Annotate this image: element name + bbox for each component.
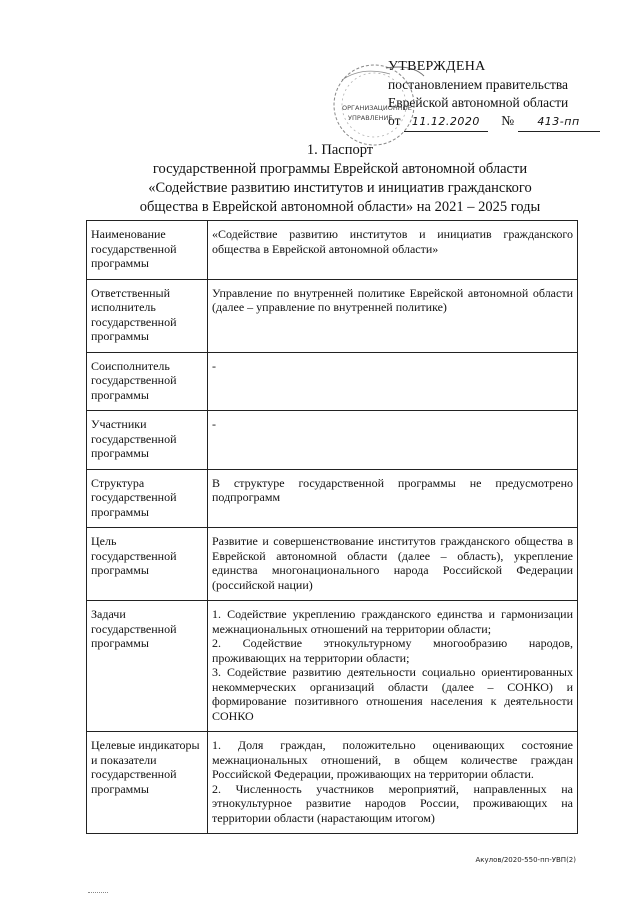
passport-table xyxy=(86,220,578,834)
row-value xyxy=(208,601,578,732)
approval-number-label: № xyxy=(501,113,515,128)
row-label: Участники государственной программы xyxy=(87,411,208,470)
approval-title: УТВЕРЖДЕНА xyxy=(388,59,486,74)
table-row xyxy=(87,352,578,411)
document-footer-code: Акулов/2020-550-пп-УВП(2) xyxy=(475,856,576,864)
table-row xyxy=(87,221,578,280)
row-value xyxy=(208,411,578,470)
row-value-paragraph: 2. Численность участников мероприятий, направленных на этнокультурное развитие народов России, проживающих на территории области (нарастающим итогом) xyxy=(212,781,573,825)
row-label: Ответственный исполнитель государственной программы xyxy=(87,279,208,352)
row-label: Цель государственной программы xyxy=(87,528,208,601)
row-value-paragraph: В структуре государственной программы не предусмотрено подпрограмм xyxy=(212,475,573,504)
approval-number: 413-пп xyxy=(518,113,600,132)
document-heading xyxy=(40,141,640,217)
row-value xyxy=(208,279,578,352)
row-value-paragraph: Развитие и совершенствование институтов гражданского общества в Еврейской автономной области (далее – область), укрепление единства многонационального народа Российской Федерации (российской нации) xyxy=(212,534,573,592)
stamp-text-2: УПРАВЛЕНИЕ xyxy=(348,114,393,122)
stamp-text-1: ОРГАНИЗАЦИОННОЕ xyxy=(342,104,412,112)
row-value-paragraph: 1. Содействие укреплению гражданского единства и гармонизации межнациональных отношений на территории области; xyxy=(212,607,573,636)
row-value-paragraph: Управление по внутренней политике Еврейской автономной области (далее – управление по внутренней политике) xyxy=(212,285,573,314)
table-row xyxy=(87,411,578,470)
row-value xyxy=(208,221,578,280)
row-label: Целевые индикаторы и показатели государственной программы xyxy=(87,732,208,834)
row-label: Соисполнитель государственной программы xyxy=(87,352,208,411)
heading-line-2: государственной программы Еврейской автономной области xyxy=(152,161,528,177)
row-value-paragraph: 2. Содействие этнокультурному многообразию народов, проживающих на территории области; xyxy=(212,636,573,665)
heading-line-4: общества в Еврейской автономной области» на 2021 – 2025 годы xyxy=(139,199,541,215)
table-row xyxy=(87,528,578,601)
heading-line-3: «Содействие развитию институтов и инициатив гражданского xyxy=(148,180,532,196)
row-label: Структура государственной программы xyxy=(87,469,208,528)
row-value-paragraph: 1. Доля граждан, положительно оценивающих состояние межнациональных отношений, в общем количестве граждан Российской Федерации, проживающих на территории области. xyxy=(212,738,573,781)
approval-line-2: Еврейской автономной области xyxy=(388,95,569,110)
row-label: Задачи государственной программы xyxy=(87,601,208,732)
approval-date: 11.12.2020 xyxy=(404,113,488,132)
row-value xyxy=(208,352,578,411)
row-value-paragraph: - xyxy=(212,358,216,373)
official-stamp-icon xyxy=(312,60,432,150)
table-row xyxy=(87,279,578,352)
row-value-paragraph: «Содействие развитию институтов и инициатив гражданского общества в Еврейской автономной области» xyxy=(212,227,573,256)
row-value xyxy=(208,732,578,834)
row-value-paragraph: 3. Содействие развитию деятельности социально ориентированных некоммерческих организаций области (далее – СОНКО) и формирование позитивного отношения населения к деятельности СОНКО xyxy=(212,665,573,723)
table-row xyxy=(87,601,578,732)
heading-line-1: 1. Паспорт xyxy=(306,142,374,158)
approval-line-1: постановлением правительства xyxy=(388,77,569,92)
row-value xyxy=(208,528,578,601)
table-row xyxy=(87,732,578,834)
page-divider xyxy=(88,892,108,893)
row-label: Наименование государственной программы xyxy=(87,221,208,280)
approval-from-label: от xyxy=(388,113,401,128)
table-row xyxy=(87,469,578,528)
row-value-paragraph: - xyxy=(212,417,216,431)
row-value xyxy=(208,469,578,528)
